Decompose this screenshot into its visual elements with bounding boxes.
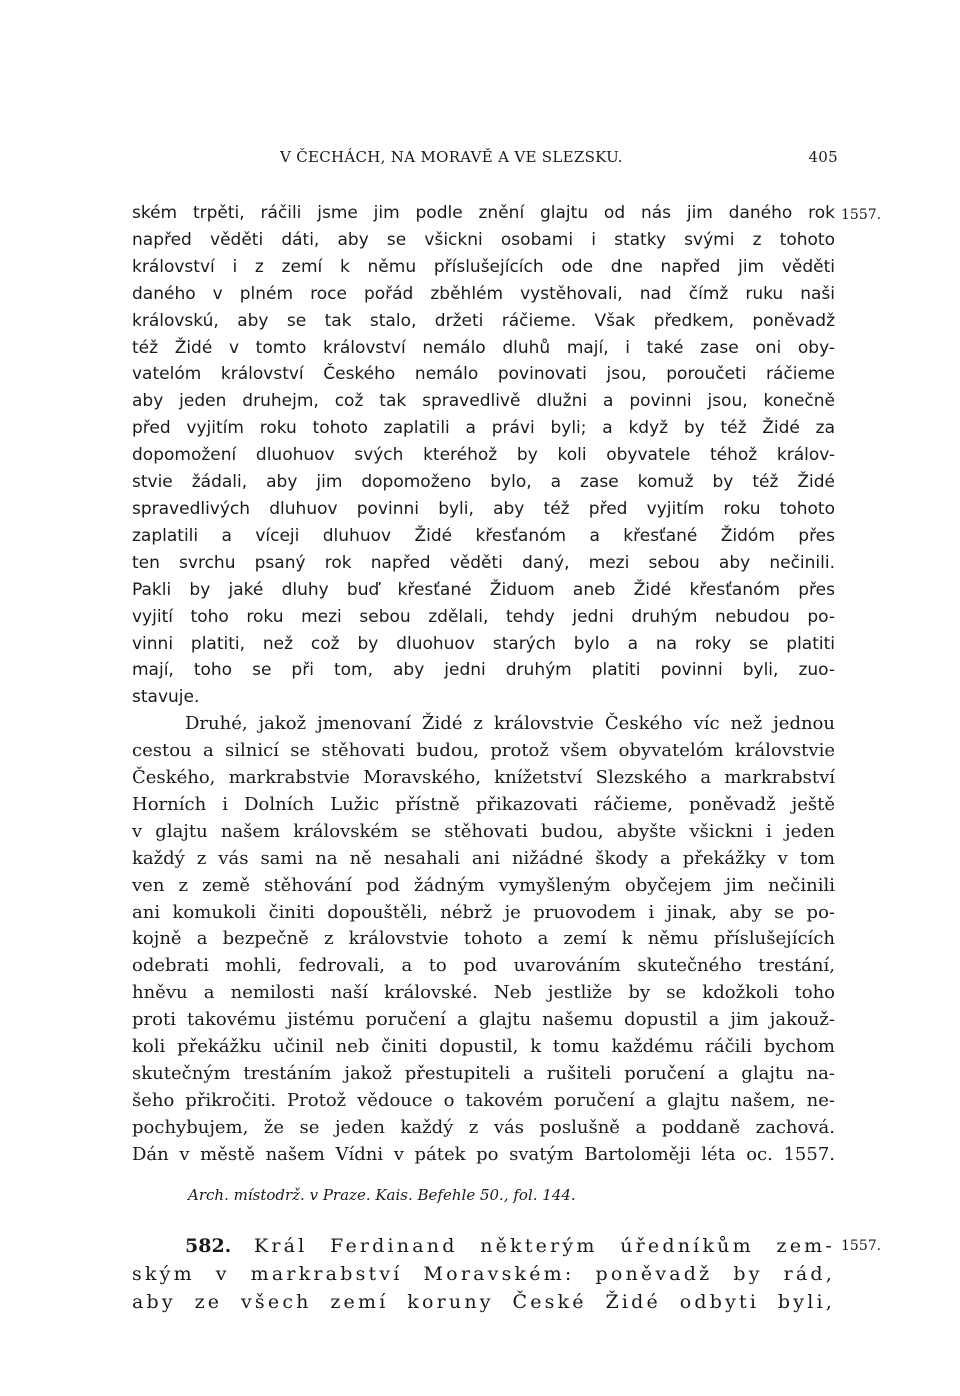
text-line: vyjití toho roku mezi sebou zdělali, tehdy jedni druhým nebudou po- (132, 606, 835, 627)
text-line: Českého, markrabstvie Moravského, knížetství Slezského a markrabství (132, 767, 835, 789)
text-line: aby jeden druhejm, což tak spravedlivě dlužni a povinni jsou, konečně (132, 391, 835, 412)
regest-text: Král Ferdinand některým úředníkům zem- (253, 1235, 835, 1257)
margin-year: 1557. (841, 207, 882, 223)
text-line: skutečným trestáním jakož přestupiteli a rušiteli poručení a glajtu na- (132, 1063, 835, 1084)
text-line: království i z zemí k němu příslušejících ode dne napřed jim věděti (132, 256, 835, 277)
source-citation: Arch. místodrž. v Praze. Kais. Befehle 50., fol. 144. (188, 1186, 576, 1204)
text-line: stavuje. (132, 687, 200, 708)
text-line: hněvu a nemilosti naší královské. Neb jestliže by se kdožkoli toho (132, 982, 835, 1004)
text-line: odebrati mohli, fedrovali, a to pod uvarováním skutečného trestání, (132, 955, 835, 977)
text-line: cestou a silnicí se stěhovati budou, protož všem obyvatelóm královstvie (132, 740, 835, 762)
document-number: 582. (185, 1235, 232, 1257)
text-line: ani komukoli činiti dopouštěli, nébrž je pruovodem i jinak, aby se po- (132, 901, 835, 923)
text-line: napřed věděti dáti, aby se všickni osobami i statky svými z tohoto (132, 229, 835, 250)
text-line: vatelóm království Českého nemálo povinovati jsou, poroučeti ráčieme (132, 364, 835, 385)
text-line: ven z země stěhování pod žádným vymyšleným obyčejem jim nečinili (132, 874, 835, 896)
text-line: též Židé v tomto království nemálo dluhů mají, i také zase oni oby- (132, 337, 835, 358)
text-line: každý z vás sami na ně nesahali ani nižádné škody a překážky v tom (132, 847, 835, 869)
text-line: ském trpěti, ráčili jsme jim podle znění glajtu od nás jim daného rok (132, 203, 835, 223)
text-line: daného v plném roce pořád zběhlém vystěhovali, nad čímž ruku naši (132, 283, 835, 304)
text-line: kojně a bezpečně z královstvie tohoto a zemí k němu příslušejících (132, 928, 835, 950)
text-line: Horních i Dolních Lužic přístně přikazovati ráčieme, poněvadž ještě (132, 793, 835, 815)
regest-line: ským v markrabství Moravském: poněvadž by rád, (132, 1263, 835, 1285)
text-line: Pakli by jaké dluhy buď křesťané Židuom aneb Židé křesťanóm přes (132, 579, 835, 600)
text-line: vinni platiti, než což by dluohuov starých bylo a na roky se platiti (132, 633, 835, 654)
text-line: stvie žádali, aby jim dopomoženo bylo, a zase komuž by též Židé (132, 472, 835, 493)
text-line: před vyjitím roku tohoto zaplatili a právi byli; a když by též Židé za (132, 418, 835, 439)
page-number: 405 (808, 148, 838, 166)
regest-first-line (132, 1232, 835, 1260)
text-line: dopomožení dluohuov svých kteréhož by koli obyvatele téhož králov- (132, 445, 835, 466)
text-line: ten svrchu psaný rok napřed věděti daný, mezi sebou aby nečinili. (132, 552, 835, 573)
text-line: zaplatili a víceji dluhuov Židé křesťanóm a křesťané Židóm přes (132, 525, 835, 546)
text-line: koli překážku učinil neb činiti dopustil, k tomu každému ráčili bychom (132, 1036, 835, 1058)
text-line: proti takovému jistému poručení a glajtu našemu dopustil a jim jakouž- (132, 1009, 835, 1031)
text-line: šeho přikročiti. Protož vědouce o takovém poručení a glajtu našem, ne- (132, 1089, 835, 1111)
paragraph-start-line: Druhé, jakož jmenovaní Židé z královstvie Českého víc než jednou (185, 713, 835, 735)
margin-year: 1557. (841, 1238, 882, 1254)
text-line: spravedlivých dluhuov povinni byli, aby též před vyjitím roku tohoto (132, 498, 835, 519)
regest-line: aby ze všech zemí koruny České Židé odbyti byli, (132, 1291, 835, 1313)
text-line: pochybujem, že se jeden každý z vás poslušně a poddaně zachová. (132, 1116, 835, 1138)
text-line: v glajtu našem královském se stěhovati budou, abyšte všickni i jeden (132, 820, 835, 842)
text-line: Dán v městě našem Vídni v pátek po svatým Bartoloměji léta oc. 1557. (132, 1143, 835, 1165)
document-regest (132, 1232, 835, 1316)
document-body (132, 200, 835, 1169)
text-line: mají, toho se při tom, aby jedni druhým platiti povinni byli, zuo- (132, 660, 835, 681)
running-title: V ČECHÁCH, NA MORAVĚ A VE SLEZSKU. (280, 148, 623, 166)
text-line: královskú, aby se tak stalo, držeti ráčieme. Však předkem, poněvadž (132, 310, 835, 331)
